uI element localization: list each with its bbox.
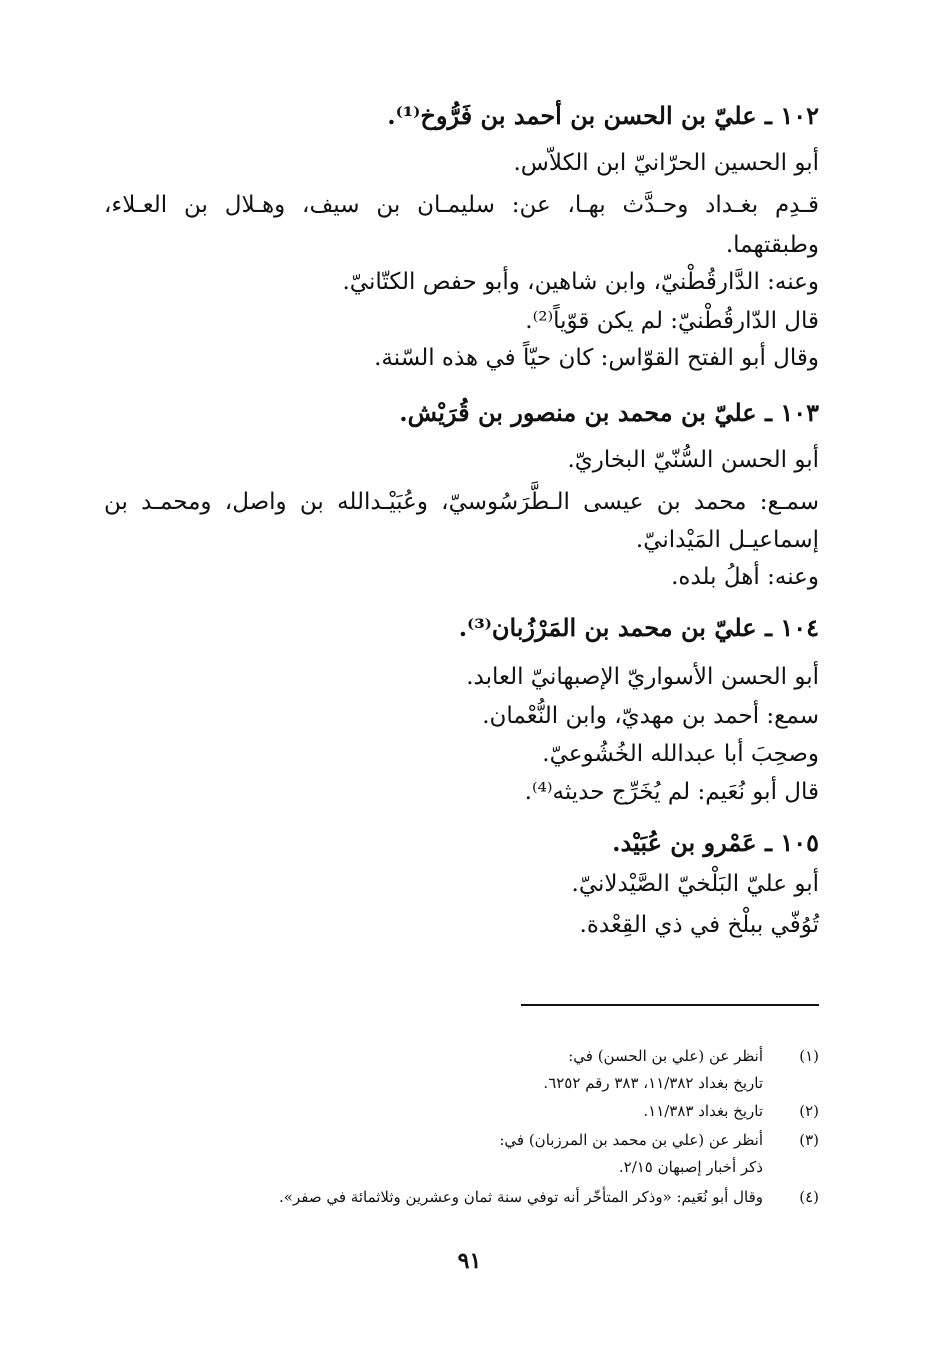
entry-102-line-5: قال الدّارقُطْنيّ: لم يكن قوّياً⁽²⁾. [525,308,819,334]
entry-104-line-1: أبو الحسن الأسواريّ الإصبهانيّ العابد. [466,664,819,690]
footnote-3-number: (٣) [799,1131,819,1149]
entry-105-line-1: أبو عليّ البَلْخيّ الصَّيْدلانيّ. [571,871,819,897]
footnote-4-number: (٤) [799,1188,819,1206]
footnote-3-line-1: أنظر عن (علي بن محمد بن المرزبان) في: [499,1131,763,1149]
footnote-separator [521,1004,819,1006]
footnote-1-line-1: أنظر عن (علي بن الحسن) في: [568,1047,763,1065]
footnote-2-line-1: تاريخ بغداد ١١/٣٨٣. [643,1102,763,1120]
entry-105-line-2: تُوُفّي ببلْخ في ذي القِعْدة. [579,912,819,938]
footnote-1-line-2: تاريخ بغداد ١١/٣٨٢، ٣٨٣ رقم ٦٢٥٢. [543,1074,763,1092]
entry-102-heading: ١٠٢ ـ عليّ بن الحسن بن أحمد بن فَرُّوخ⁽¹⁾. [387,101,819,130]
entry-104-line-3: وصحِبَ أبا عبدالله الخُشُوعيّ. [542,741,819,767]
page-number: ٩١ [457,1248,482,1274]
entry-104-line-4: قال أبو نُعَيم: لم يُخَرِّج حديثه⁽⁴⁾. [524,779,819,805]
entry-103-line-3: إسماعيـل المَيْدانيّ. [635,527,819,553]
entry-102-line-6: وقال أبو الفتح القوّاس: كان حيّاً في هذه السّنة. [374,345,819,371]
entry-105-heading: ١٠٥ ـ عَمْرو بن عُبَيْد. [612,828,819,857]
entry-102-line-2: قـدِم بغـداد وحـدَّث بهـا، عن: سليمـان بن سيف، وهـلال بن العـلاء، [104,192,819,218]
footnote-4-line-1: وقال أبو نُعَيم: «وذكر المتأخّر أنه توفي سنة ثمان وعشرين وثلاثمائة في صفر». [279,1188,763,1206]
entry-102-line-3: وطبقتهما. [725,232,819,258]
entry-102-line-4: وعنه: الدَّارقُطْنيّ، وابن شاهين، وأبو حفص الكتّانيّ. [342,269,819,295]
entry-102-line-1: أبو الحسين الحرّانيّ ابن الكلاّس. [513,150,819,176]
entry-103-line-1: أبو الحسن السُّنّيّ البخاريّ. [567,447,819,473]
entry-103-heading: ١٠٣ ـ عليّ بن محمد بن منصور بن قُرَيْش. [399,398,819,427]
footnote-3-line-2: ذكر أخبار إصبهان ٢/١٥. [618,1158,763,1176]
entry-103-line-4: وعنه: أهلُ بلده. [671,564,819,590]
footnote-1-number: (١) [799,1047,819,1065]
entry-104-line-2: سمع: أحمد بن مهديّ، وابن النُّعْمان. [482,703,819,729]
entry-104-heading: ١٠٤ ـ عليّ بن محمد بن المَرْزُبان⁽³⁾. [458,613,819,642]
entry-103-line-2: سمـع: محمد بن عيسى الـطَّرَسُوسيّ، وعُبَيْـدالله بن واصل، ومحمـد بن [104,489,819,515]
footnote-2-number: (٢) [799,1102,819,1120]
